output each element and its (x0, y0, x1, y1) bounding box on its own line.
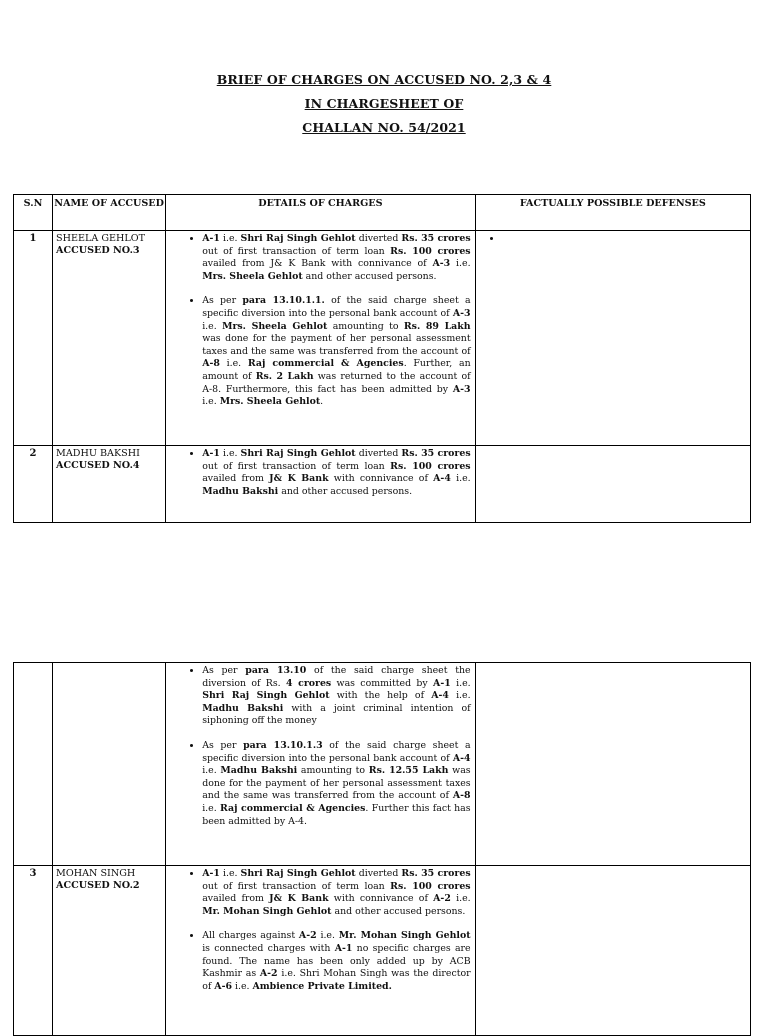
defenses-cell (475, 446, 750, 523)
accused-name-cell (53, 231, 166, 446)
charges-list (166, 231, 474, 413)
row-sn (14, 663, 53, 866)
charges-list (166, 663, 474, 832)
charges-cell (166, 663, 475, 866)
accused-name: SHEELA GEHLOT (56, 233, 146, 244)
header-name: NAME OF ACCUSED (53, 195, 166, 231)
defenses-list (476, 231, 750, 244)
accused-name: MOHAN SINGH (56, 868, 136, 879)
charges-list (166, 866, 474, 997)
defense-bullet (502, 233, 746, 244)
charges-cell (166, 446, 475, 523)
charge-item: • A-1 i.e. Shri Raj Singh Gehlot diverted Rs. 35 crores out of first transaction of term loan Rs. 100 crores availed from J& K Bank with connivance of A-4 i.e. Madhu Bakshi and other accused persons. (202, 448, 470, 498)
charge-item: • As per para 13.10 of the said charge sheet the diversion of Rs. 4 crores was committed by A-1 i.e. Shri Raj Singh Gehlot with the help of A-4 i.e. Madhu Bakshi with a joint criminal intention of siphoning off the money (202, 665, 470, 728)
challan-number: CHALLAN NO. 54/2021 (302, 120, 466, 135)
charge-item: • A-1 i.e. Shri Raj Singh Gehlot diverted Rs. 35 crores out of first transaction of term loan Rs. 100 crores availed from J& K Bank with connivance of A-2 i.e. Mr. Mohan Singh Gehlot and other accused persons. (202, 868, 470, 918)
charges-table-page-1 (13, 194, 751, 523)
row-sn: 2 (14, 446, 53, 523)
accused-number: ACCUSED NO.4 (56, 460, 140, 471)
charge-item: • A-1 i.e. Shri Raj Singh Gehlot diverted Rs. 35 crores out of first transaction of term loan Rs. 100 crores availed from J& K Bank with connivance of A-3 i.e. Mrs. Sheela Gehlot and other accused persons. (202, 233, 470, 283)
charges-cell (166, 231, 475, 446)
header-sn: S.N (14, 195, 53, 231)
accused-name-cell (53, 446, 166, 523)
header-defenses: FACTUALLY POSSIBLE DEFENSES (475, 195, 750, 231)
document-title: BRIEF OF CHARGES ON ACCUSED NO. 2,3 & 4 (216, 72, 552, 87)
charges-list (166, 446, 474, 502)
accused-number: ACCUSED NO.2 (56, 880, 140, 891)
charges-table-page-2 (13, 662, 751, 1036)
table-row (14, 663, 751, 866)
defenses-cell (475, 231, 750, 446)
accused-name: MADHU BAKSHI (56, 448, 140, 459)
charges-cell (166, 866, 475, 1036)
accused-name-cell (53, 663, 166, 866)
charge-item: • All charges against A-2 i.e. Mr. Mohan Singh Gehlot is connected charges with A-1 no specific charges are found. The name has been only added up by ACB Kashmir as A-2 i.e. Shri Mohan Singh was the director of A-6 i.e. Ambience Private Limited. (202, 930, 470, 993)
accused-number: ACCUSED NO.3 (56, 245, 140, 256)
table-row (14, 866, 751, 1036)
charge-item: • As per para 13.10.1.1. of the said charge sheet a specific diversion into the personal bank account of A-3 i.e. Mrs. Sheela Gehlot amounting to Rs. 89 Lakh was done for the payment of her personal assessment taxes and the same was transferred from the account of A-8 i.e. Raj commercial & Agencies. Further, an amount of Rs. 2 Lakh was returned to the account of A-8. Furthermore, this fact has been admitted by A-3 i.e. Mrs. Sheela Gehlot. (202, 295, 470, 408)
defenses-cell (475, 663, 750, 866)
document-subtitle: IN CHARGESHEET OF (304, 96, 464, 111)
defenses-cell (475, 866, 750, 1036)
header-details: DETAILS OF CHARGES (166, 195, 475, 231)
accused-name-cell (53, 866, 166, 1036)
row-sn: 1 (14, 231, 53, 446)
table-header-row (14, 195, 751, 231)
row-sn: 3 (14, 866, 53, 1036)
charge-item: • As per para 13.10.1.3 of the said charge sheet a specific diversion into the personal bank account of A-4 i.e. Madhu Bakshi amounting to Rs. 12.55 Lakh was done for the payment of her personal assessment taxes and the same was transferred from the account of A-8 i.e. Raj commercial & Agencies. Further this fact has been admitted by A-4. (202, 740, 470, 828)
table-row (14, 446, 751, 523)
table-row (14, 231, 751, 446)
